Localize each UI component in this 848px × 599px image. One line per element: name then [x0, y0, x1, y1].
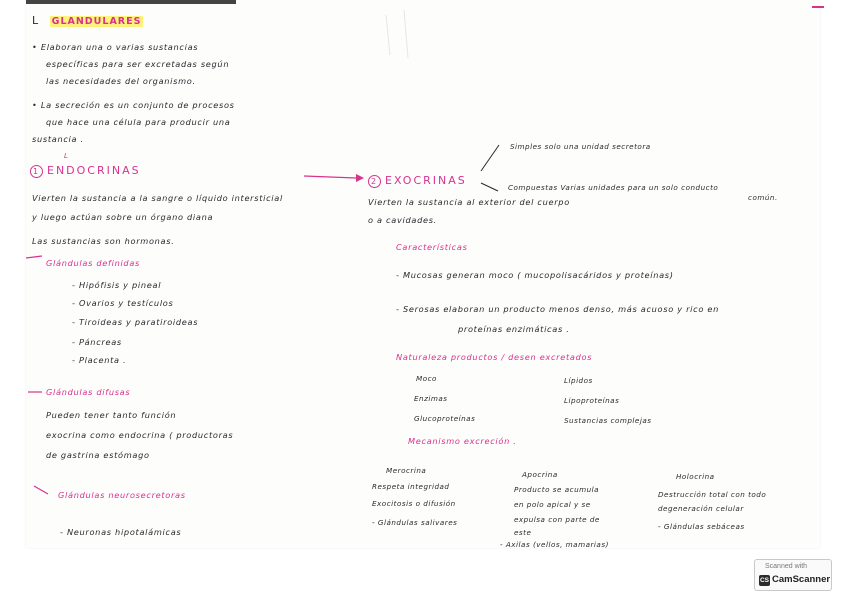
- bullet-dash: [34, 486, 48, 494]
- apocrina-text: Producto se acumula: [514, 485, 600, 494]
- endocrinas-desc: Vierten la sustancia a la sangre o líquido intersticial: [32, 193, 283, 203]
- definidas-item: - Páncreas: [72, 337, 122, 347]
- naturaleza-item: Lipoproteínas: [564, 396, 620, 405]
- definidas-item: - Ovarios y testículos: [72, 298, 174, 308]
- apocrina-text: en polo apical y se: [514, 500, 591, 509]
- naturaleza-item: Sustancias complejas: [564, 416, 652, 425]
- intro-line: las necesidades del organismo.: [46, 76, 196, 86]
- intro-line: que hace una célula para producir una: [46, 117, 231, 127]
- endocrinas-title: ENDOCRINAS: [47, 164, 141, 177]
- merocrina-text: - Glándulas salivares: [372, 518, 458, 527]
- naturaleza-item: Glucoproteínas: [414, 414, 476, 423]
- holocrina-text: - Glándulas sebáceas: [658, 522, 745, 531]
- apocrina-label: Apocrina: [522, 470, 558, 479]
- intro-line: • Elaboran una o varias sustancias: [32, 42, 199, 52]
- holocrina-label: Holocrina: [676, 472, 715, 481]
- endocrinas-desc: y luego actúan sobre un órgano diana: [32, 212, 214, 222]
- header-prefix: L: [32, 14, 41, 27]
- merocrina-text: Respeta integridad: [372, 482, 450, 491]
- naturaleza-item: Enzimas: [414, 394, 448, 403]
- exocrinas-heading: [368, 174, 467, 188]
- endocrinas-desc: Las sustancias son hormonas.: [32, 236, 175, 246]
- caracteristicas-title: Características: [396, 242, 468, 252]
- edge-mark: [812, 6, 824, 8]
- holocrina-text: degeneración celular: [658, 504, 744, 513]
- apocrina-text: expulsa con parte de: [514, 515, 600, 524]
- show-through-mark: [386, 15, 390, 55]
- apocrina-text: este: [514, 528, 532, 537]
- number-circle: 2: [368, 175, 381, 188]
- scan-badge-caption: Scanned with: [765, 563, 808, 570]
- neuro-title: Glándulas neurosecretoras: [58, 490, 186, 500]
- intro-line: • La secreción es un conjunto de procesos: [32, 100, 235, 110]
- apocrina-text: - Axilas (vellos, mamarias): [500, 540, 609, 548]
- difusas-desc: de gastrina estómago: [46, 450, 150, 460]
- notebook-page: [26, 0, 820, 548]
- holocrina-text: Destrucción total con todo: [658, 490, 767, 499]
- compuestas-text: Compuestas Varias unidades para un solo conducto: [508, 183, 719, 192]
- definidas-item: - Tiroideas y paratiroideas: [72, 317, 199, 327]
- header-line: [32, 14, 143, 27]
- intro-line: específicas para ser excretadas según: [46, 59, 230, 69]
- mecanismo-title: Mecanismo excreción .: [408, 436, 517, 446]
- branch-down-line: [481, 183, 498, 191]
- difusas-desc: Pueden tener tanto función: [46, 410, 177, 420]
- merocrina-text: Exocitosis o difusión: [372, 499, 456, 508]
- mucosas-text: - Mucosas generan moco ( mucopolisacáridos y proteínas): [396, 270, 674, 280]
- small-mark: L: [64, 152, 69, 160]
- scan-badge: [754, 559, 832, 591]
- exocrinas-title: EXOCRINAS: [385, 174, 467, 187]
- serosas-text: proteínas enzimáticas .: [458, 324, 570, 334]
- definidas-item: - Hipófisis y pineal: [72, 280, 162, 290]
- show-through-mark: [404, 10, 408, 58]
- naturaleza-item: Moco: [416, 374, 437, 383]
- merocrina-label: Merocrina: [386, 466, 427, 475]
- naturaleza-title: Naturaleza productos / desen excretados: [396, 352, 593, 362]
- naturaleza-item: Lípidos: [564, 376, 593, 385]
- branch-up-line: [481, 145, 499, 171]
- number-circle: 1: [30, 165, 43, 178]
- serosas-text: - Serosas elaboran un producto menos denso, más acuoso y rico en: [396, 304, 719, 314]
- scan-badge-brand: CamScanner: [772, 574, 831, 585]
- compuestas-text: común.: [748, 193, 778, 202]
- exocrinas-desc: o a cavidades.: [368, 215, 437, 225]
- definidas-item: - Placenta .: [72, 355, 127, 365]
- simples-text: Simples solo una unidad secretora: [510, 142, 651, 151]
- difusas-desc: exocrina como endocrina ( productoras: [46, 430, 234, 440]
- difusas-title: Glándulas difusas: [46, 387, 131, 397]
- scan-edge-shadow: [26, 0, 236, 4]
- arrow-head: [356, 174, 364, 182]
- exocrinas-desc: Vierten la sustancia al exterior del cuerpo: [368, 197, 570, 207]
- bullet-dash: [26, 256, 42, 258]
- camscanner-logo-icon: CS: [759, 577, 770, 584]
- neuro-item: - Neuronas hipotalámicas: [60, 527, 182, 537]
- arrow-line: [304, 176, 356, 178]
- definidas-title: Glándulas definidas: [46, 258, 141, 268]
- intro-line: sustancia .: [32, 134, 84, 144]
- section-title: GLANDULARES: [51, 16, 142, 27]
- endocrinas-heading: [30, 164, 141, 178]
